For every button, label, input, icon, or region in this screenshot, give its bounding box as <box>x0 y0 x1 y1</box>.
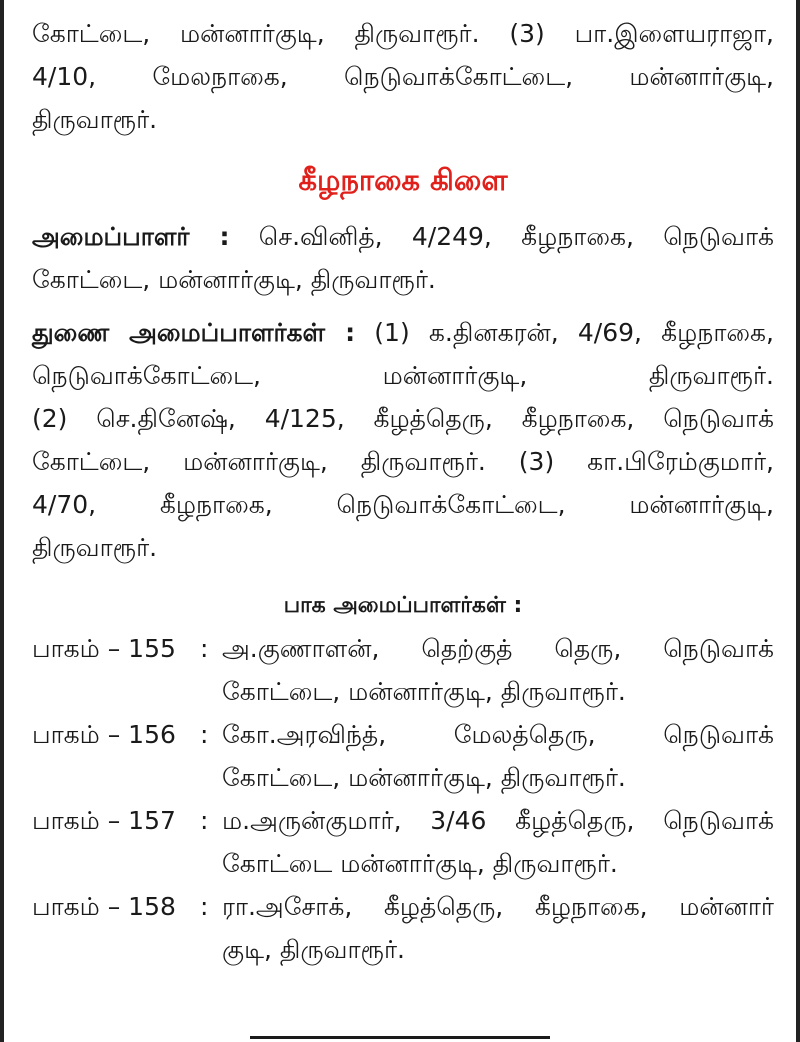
top-line-1: கோட்டை, மன்னார்குடி, திருவாரூர். (3) பா.இளையராஜா, <box>32 19 774 48</box>
booth-row-157 <box>32 799 774 885</box>
booth-label: பாகம் – 157 <box>32 806 176 835</box>
organizer-section <box>32 215 774 301</box>
deputy-line-3: (2) செ.தினேஷ், 4/125, கீழத்தெரு, கீழநாகை, நெடுவாக் <box>32 404 774 433</box>
booth-line-2: கோட்டை மன்னார்குடி, திருவாரூர். <box>222 849 618 878</box>
deputy-line-6: திருவாரூர். <box>32 533 158 562</box>
booth-row-156 <box>32 713 774 799</box>
booth-colon: : <box>200 720 209 749</box>
booth-row-155 <box>32 627 774 713</box>
booth-line-1: ரா.அசோக், கீழத்தெரு, கீழநாகை, மன்னார் <box>222 892 774 921</box>
deputy-section <box>32 311 774 569</box>
booth-label: பாகம் – 158 <box>32 892 176 921</box>
booth-details <box>222 799 774 885</box>
booth-colon: : <box>200 892 209 921</box>
top-paragraph <box>32 12 774 141</box>
booth-colon: : <box>200 806 209 835</box>
booth-line-2: குடி, திருவாரூர். <box>222 935 405 964</box>
booth-line-2: கோட்டை, மன்னார்குடி, திருவாரூர். <box>222 677 626 706</box>
booth-line-1: கோ.அரவிந்த், மேலத்தெரு, நெடுவாக் <box>222 720 774 749</box>
deputy-line-1 <box>32 311 774 354</box>
organizer-line-2: கோட்டை, மன்னார்குடி, திருவாரூர். <box>32 265 436 294</box>
top-line-3: திருவாரூர். <box>32 105 158 134</box>
deputy-label: துணை அமைப்பாளர்கள் : <box>32 318 356 347</box>
deputy-line-2: நெடுவாக்கோட்டை, மன்னார்குடி, திருவாரூர். <box>32 361 774 390</box>
booth-colon: : <box>200 634 209 663</box>
article-body <box>32 12 774 971</box>
booth-details <box>222 885 774 971</box>
deputy-line-5: 4/70, கீழநாகை, நெடுவாக்கோட்டை, மன்னார்குடி, <box>32 490 774 519</box>
booth-label: பாகம் – 155 <box>32 634 176 663</box>
organizer-line-1 <box>32 215 774 258</box>
deputy-text-1: (1) க.தினகரன், 4/69, கீழநாகை, <box>374 318 774 347</box>
booth-line-1: ம.அருன்குமார், 3/46 கீழத்தெரு, நெடுவாக் <box>222 806 774 835</box>
booth-line-2: கோட்டை, மன்னார்குடி, திருவாரூர். <box>222 763 626 792</box>
section-divider <box>250 1036 550 1039</box>
booth-details <box>222 713 774 799</box>
booth-heading: பாக அமைப்பாளர்கள் : <box>283 593 523 618</box>
deputy-line-4: கோட்டை, மன்னார்குடி, திருவாரூர். (3) கா.பிரேம்குமார், <box>32 447 774 476</box>
booth-line-1: அ.குணாளன், தெற்குத் தெரு, நெடுவாக் <box>222 634 774 663</box>
organizer-text-1: செ.வினித், 4/249, கீழநாகை, நெடுவாக் <box>258 222 774 251</box>
booth-label: பாகம் – 156 <box>32 720 176 749</box>
top-line-2: 4/10, மேலநாகை, நெடுவாக்கோட்டை, மன்னார்குடி, <box>32 62 774 91</box>
booth-list <box>32 627 774 971</box>
booth-details <box>222 627 774 713</box>
booth-row-158 <box>32 885 774 971</box>
organizer-label: அமைப்பாளர் : <box>32 222 230 251</box>
branch-title: கீழநாகை கிளை <box>298 163 508 197</box>
